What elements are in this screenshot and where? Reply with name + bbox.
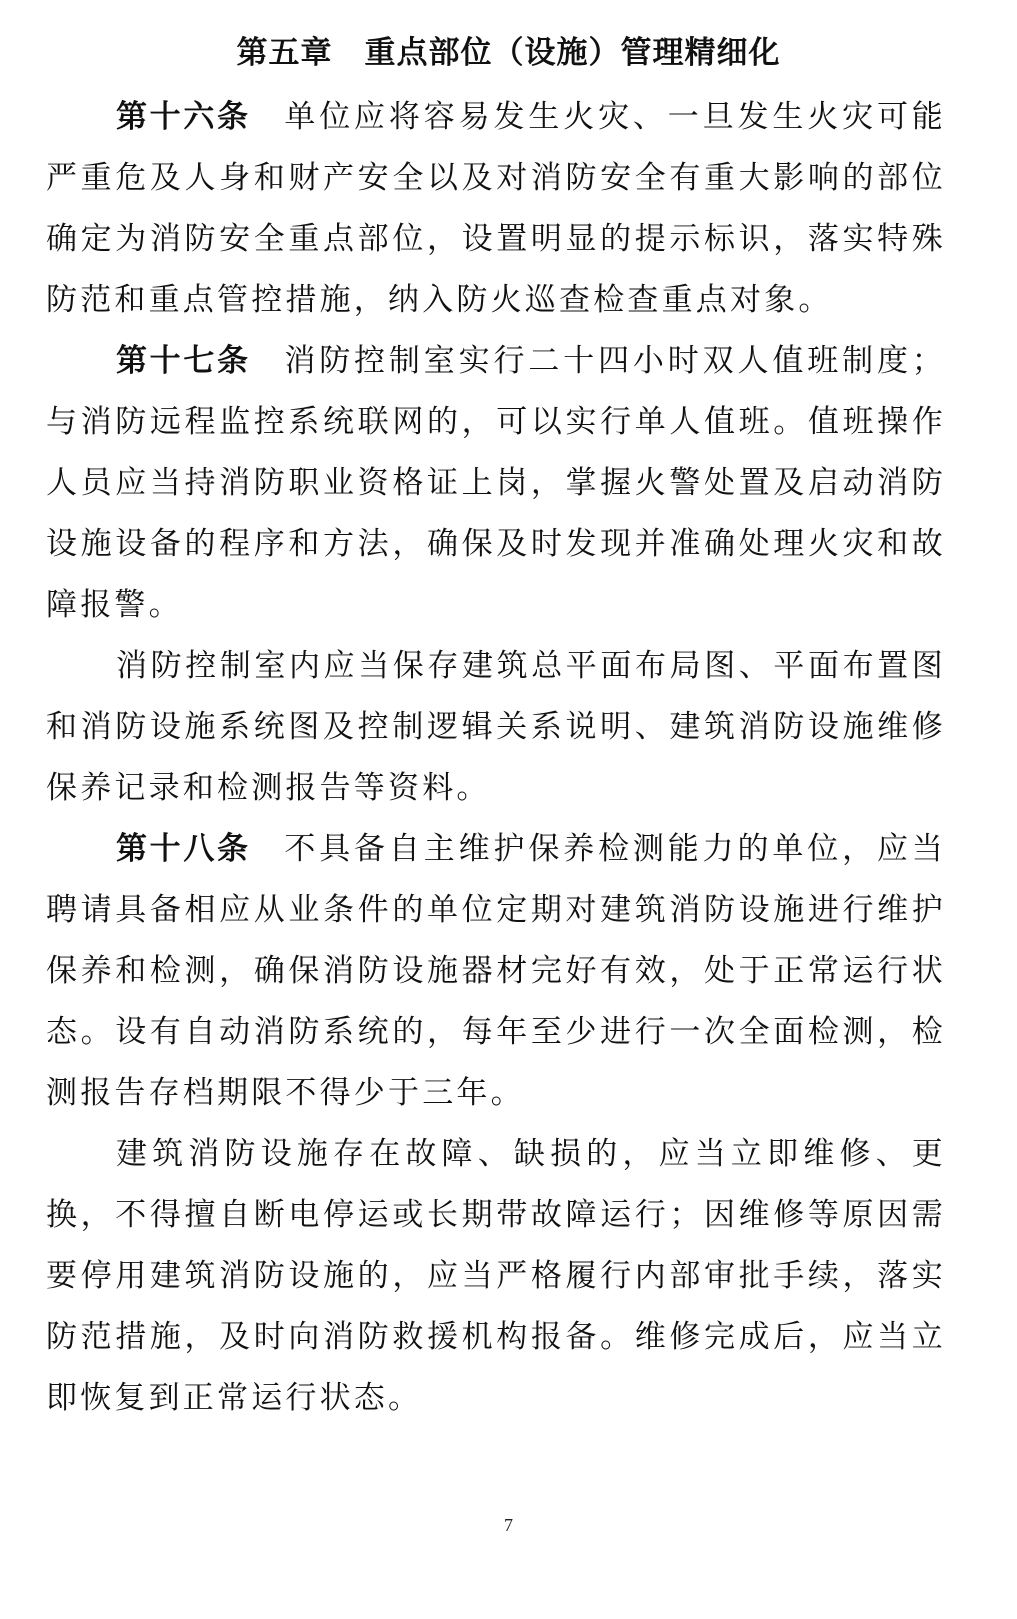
paragraph-text: 建筑消防设施存在故障、缺损的，应当立即维修、更换，不得擅自断电停运或长期带故障运行；因维修等原因需要停用建筑消防设施的，应当严格履行内部审批手续，落实防范措施，及时向消防救援机构报备。维修完成后，应当立即恢复到正常运行状态。	[46, 1136, 946, 1416]
chapter-title: 第五章 重点部位（设施）管理精细化	[236, 35, 781, 71]
article-17-paragraph	[46, 331, 946, 636]
document-body	[46, 87, 946, 1429]
article-17-continuation-paragraph	[46, 636, 946, 819]
paragraph-text: 消防控制室实行二十四小时双人值班制度；与消防远程监控系统联网的，可以实行单人值班。值班操作人员应当持消防职业资格证上岗，掌握火警处置及启动消防设施设备的程序和方法，确保及时发现并准确处理火灾和故障报警。	[46, 343, 947, 623]
article-number: 第十六条	[116, 99, 251, 135]
article-number: 第十八条	[116, 831, 251, 867]
paragraph-text: 不具备自主维护保养检测能力的单位，应当聘请具备相应从业条件的单位定期对建筑消防设施进行维护保养和检测，确保消防设施器材完好有效，处于正常运行状态。设有自动消防系统的，每年至少进行一次全面检测，检测报告存档期限不得少于三年。	[46, 831, 947, 1111]
paragraph-text: 单位应将容易发生火灾、一旦发生火灾可能严重危及人身和财产安全以及对消防安全有重大影响的部位确定为消防安全重点部位，设置明显的提示标识，落实特殊防范和重点管控措施，纳入防火巡查检查重点对象。	[46, 99, 947, 318]
paragraph-text: 消防控制室内应当保存建筑总平面布局图、平面布置图和消防设施系统图及控制逻辑关系说明、建筑消防设施维修保养记录和检测报告等资料。	[46, 648, 946, 806]
article-18-continuation-paragraph	[46, 1124, 946, 1429]
article-number: 第十七条	[116, 343, 251, 379]
article-16-paragraph	[46, 87, 946, 331]
page-number: 7	[504, 1515, 513, 1535]
article-18-paragraph	[46, 819, 946, 1124]
